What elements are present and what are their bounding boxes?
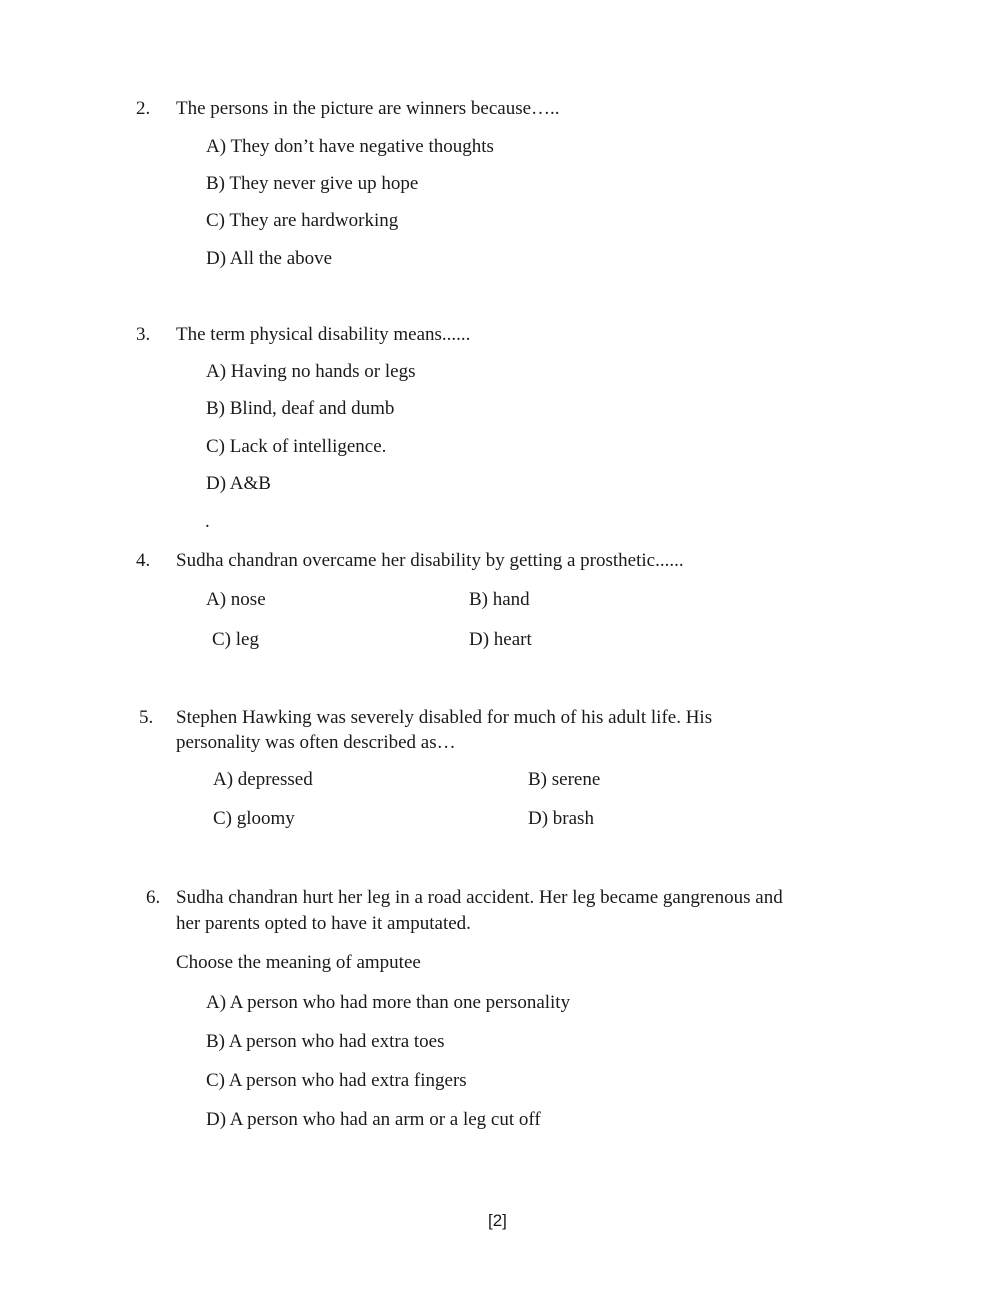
question-number: 2. — [136, 98, 151, 119]
option-b: B) They never give up hope — [206, 173, 419, 194]
question-text: The persons in the picture are winners because….. — [176, 98, 560, 119]
stray-period: . — [205, 511, 210, 532]
option-b: B) A person who had extra toes — [206, 1031, 445, 1052]
option-b: B) hand — [469, 589, 530, 610]
question-text-line-1: Sudha chandran hurt her leg in a road accident. Her leg became gangrenous and — [176, 887, 783, 908]
option-a: A) A person who had more than one personality — [206, 992, 571, 1013]
question-text-line-2: her parents opted to have it amputated. — [176, 913, 471, 934]
question-number: 5. — [139, 707, 154, 728]
option-d: D) All the above — [206, 248, 333, 269]
option-c: C) leg — [212, 629, 259, 650]
question-text-line-1: Stephen Hawking was severely disabled for much of his adult life. His — [176, 707, 713, 728]
option-a: A) depressed — [213, 769, 313, 790]
option-a: A) nose — [206, 589, 266, 610]
option-d: D) A&B — [206, 473, 271, 494]
option-a: A) They don’t have negative thoughts — [206, 136, 494, 157]
option-c: C) They are hardworking — [206, 210, 399, 231]
option-b: B) Blind, deaf and dumb — [206, 398, 395, 419]
option-c: C) Lack of intelligence. — [206, 436, 387, 457]
question-text-line-2: personality was often described as… — [176, 732, 456, 753]
option-d: D) heart — [469, 629, 532, 650]
option-c: C) A person who had extra fingers — [206, 1070, 467, 1091]
option-b: B) serene — [528, 769, 601, 790]
option-a: A) Having no hands or legs — [206, 361, 416, 382]
option-d: D) A person who had an arm or a leg cut off — [206, 1109, 541, 1130]
option-d: D) brash — [528, 808, 594, 829]
question-prompt: Choose the meaning of amputee — [176, 952, 421, 973]
question-text: Sudha chandran overcame her disability by getting a prosthetic...... — [176, 550, 684, 571]
question-number: 4. — [136, 550, 151, 571]
question-text: The term physical disability means...... — [176, 324, 471, 345]
page-number: [2] — [488, 1211, 507, 1230]
question-number: 6. — [146, 887, 161, 908]
option-c: C) gloomy — [213, 808, 295, 829]
question-number: 3. — [136, 324, 151, 345]
